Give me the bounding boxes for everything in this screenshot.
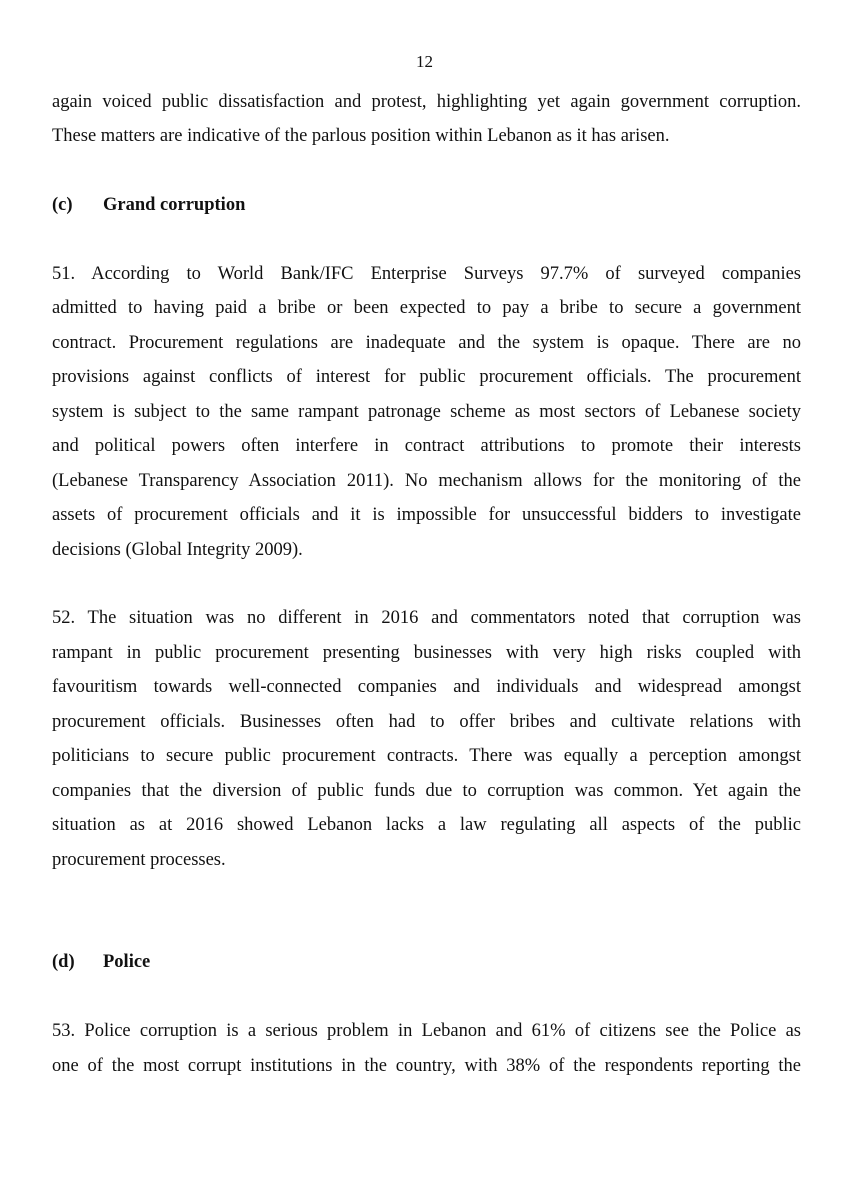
text-line: again voiced public dissatisfaction and protest, highlighting yet again government corruption. xyxy=(52,92,801,112)
section-label: (c) xyxy=(52,195,73,215)
text-line: 53. Police corruption is a serious problem in Lebanon and 61% of citizens see the Police as xyxy=(52,1021,801,1041)
text-line: one of the most corrupt institutions in the country, with 38% of the respondents reporting the xyxy=(52,1056,801,1076)
section-heading-d xyxy=(52,952,150,973)
section-title: Police xyxy=(103,952,151,972)
text-line: companies that the diversion of public funds due to corruption was common. Yet again the xyxy=(52,781,801,801)
text-line: 51. According to World Bank/IFC Enterprise Surveys 97.7% of surveyed companies xyxy=(52,264,801,284)
text-line: provisions against conflicts of interest for public procurement officials. The procurement xyxy=(52,367,801,387)
text-line: (Lebanese Transparency Association 2011). No mechanism allows for the monitoring of the xyxy=(52,471,801,491)
text-line: decisions (Global Integrity 2009). xyxy=(52,540,303,560)
text-line: contract. Procurement regulations are inadequate and the system is opaque. There are no xyxy=(52,333,801,353)
section-title: Grand corruption xyxy=(103,195,246,215)
text-line: admitted to having paid a bribe or been expected to pay a bribe to secure a government xyxy=(52,298,801,318)
text-line: politicians to secure public procurement contracts. There was equally a perception amongst xyxy=(52,746,801,766)
text-line: situation as at 2016 showed Lebanon lacks a law regulating all aspects of the public xyxy=(52,815,801,835)
text-line: assets of procurement officials and it is impossible for unsuccessful bidders to investigate xyxy=(52,505,801,525)
text-line: system is subject to the same rampant patronage scheme as most sectors of Lebanese society xyxy=(52,402,801,422)
text-line: procurement processes. xyxy=(52,850,226,870)
section-heading-c xyxy=(52,195,245,216)
text-line: procurement officials. Businesses often had to offer bribes and cultivate relations with xyxy=(52,712,801,732)
section-label: (d) xyxy=(52,952,75,972)
page-number: 12 xyxy=(416,52,433,71)
text-line: 52. The situation was no different in 2016 and commentators noted that corruption was xyxy=(52,608,801,628)
text-line: rampant in public procurement presenting businesses with very high risks coupled with xyxy=(52,643,801,663)
text-line: These matters are indicative of the parlous position within Lebanon as it has arisen. xyxy=(52,126,670,146)
text-line: favouritism towards well-connected companies and individuals and widespread amongst xyxy=(52,677,801,697)
text-line: and political powers often interfere in contract attributions to promote their interests xyxy=(52,436,801,456)
